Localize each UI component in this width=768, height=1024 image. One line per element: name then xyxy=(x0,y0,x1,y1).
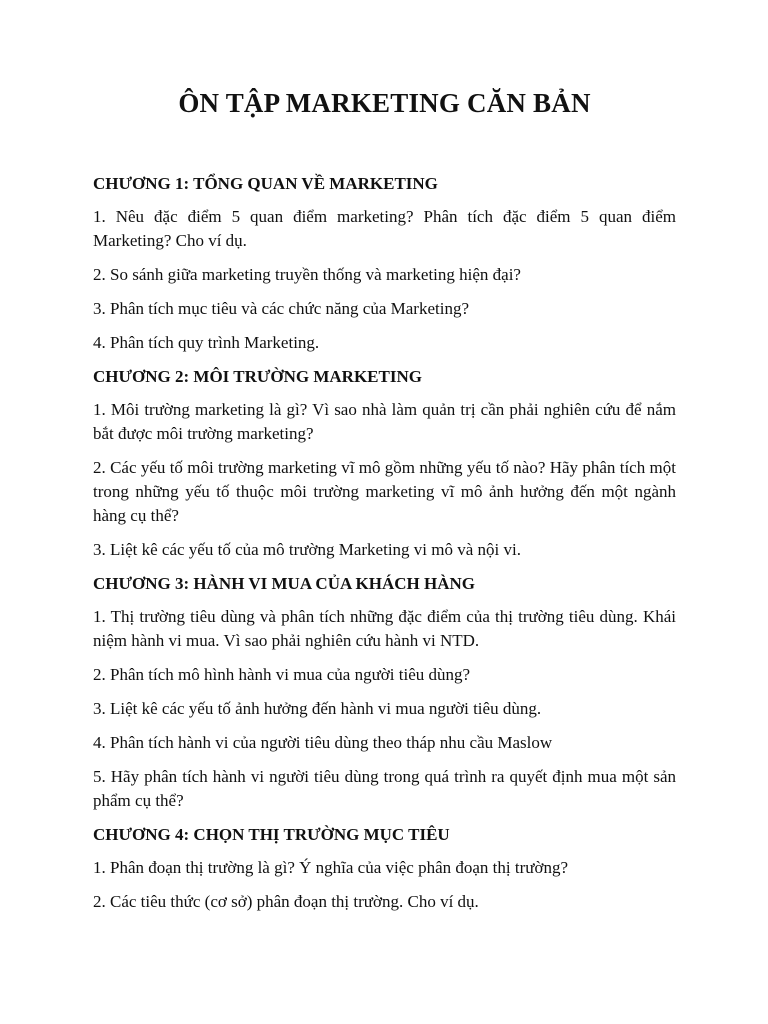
question-item: 3. Liệt kê các yếu tố của mô trường Marketing vi mô và nội vi. xyxy=(93,540,521,559)
chapter-3 xyxy=(93,572,676,813)
chapter-heading: CHƯƠNG 3: HÀNH VI MUA CỦA KHÁCH HÀNG xyxy=(93,574,476,593)
question-item: 1. Nêu đặc điểm 5 quan điểm marketing? Phân tích đặc điểm 5 quan điểm Marketing? Cho ví dụ. xyxy=(93,207,676,250)
chapter-heading: CHƯƠNG 1: TỔNG QUAN VỀ MARKETING xyxy=(93,174,438,193)
question-item: 2. So sánh giữa marketing truyền thống và marketing hiện đại? xyxy=(93,265,521,284)
question-item: 2. Các yếu tố môi trường marketing vĩ mô gồm những yếu tố nào? Hãy phân tích một trong những yếu tố thuộc môi trường marketing vĩ mô ảnh hưởng đến một ngành hàng cụ thể? xyxy=(93,458,676,525)
question-item: 3. Liệt kê các yếu tố ảnh hưởng đến hành vi mua người tiêu dùng. xyxy=(93,699,542,718)
chapter-4 xyxy=(93,823,676,914)
chapter-2 xyxy=(93,365,676,562)
chapter-1 xyxy=(93,172,676,355)
question-item: 2. Các tiêu thức (cơ sở) phân đoạn thị trường. Cho ví dụ. xyxy=(93,892,479,911)
question-item: 1. Môi trường marketing là gì? Vì sao nhà làm quản trị cần phải nghiên cứu để nắm bắt được môi trường marketing? xyxy=(93,400,676,443)
question-item: 1. Phân đoạn thị trường là gì? Ý nghĩa của việc phân đoạn thị trường? xyxy=(93,858,568,877)
question-item: 3. Phân tích mục tiêu và các chức năng của Marketing? xyxy=(93,299,469,318)
question-item: 2. Phân tích mô hình hành vi mua của người tiêu dùng? xyxy=(93,665,471,684)
question-item: 1. Thị trường tiêu dùng và phân tích những đặc điểm của thị trường tiêu dùng. Khái niệm hành vi mua. Vì sao phải nghiên cứu hành vi NTD. xyxy=(93,607,676,650)
document-title: ÔN TẬP MARKETING CĂN BẢN xyxy=(178,88,591,118)
question-item: 4. Phân tích quy trình Marketing. xyxy=(93,333,320,352)
question-item: 4. Phân tích hành vi của người tiêu dùng theo tháp nhu cầu Maslow xyxy=(93,733,553,752)
chapter-heading: CHƯƠNG 4: CHỌN THỊ TRƯỜNG MỤC TIÊU xyxy=(93,825,450,844)
question-item: 5. Hãy phân tích hành vi người tiêu dùng trong quá trình ra quyết định mua một sản phẩm cụ thể? xyxy=(93,767,676,810)
chapter-heading: CHƯƠNG 2: MÔI TRƯỜNG MARKETING xyxy=(93,367,422,386)
